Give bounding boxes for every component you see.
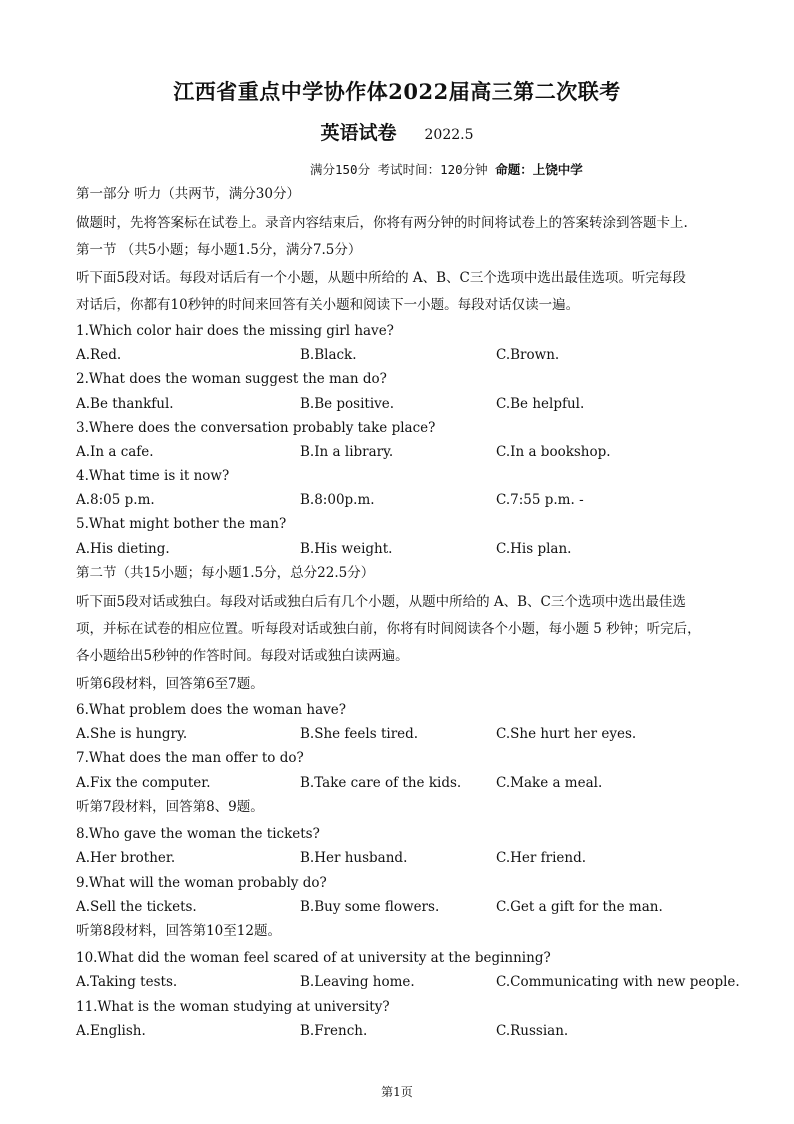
option-c: C.Her friend. [496,850,587,866]
exam-info [310,160,583,178]
option-b: B.His weight. [300,541,393,557]
section1-heading: 第一部分 听力（共两节，满分30分） [76,186,300,202]
question-text: 6.What problem does the woman have? [76,702,346,718]
material-note: 听第7段材料，回答第8、9题。 [76,799,264,815]
exam-title: 江西省重点中学协作体2022届高三第二次联考 [173,79,621,104]
part2-instruction-line1: 听下面5段对话或独白。每段对话或独白后有几个小题，从题中所给的 A、B、C三个选项中选出最佳选 [76,594,686,610]
page-number: 第1页 [381,1085,413,1099]
option-b: B.Her husband. [300,850,408,866]
option-b: B.Take care of the kids. [300,775,462,791]
part1-instruction-line1: 听下面5段对话。每段对话后有一个小题，从题中所给的 A、B、C三个选项中选出最佳选项。听完每段 [76,270,686,286]
option-a: A.Sell the tickets. [76,899,197,915]
option-a: A.Taking tests. [76,974,178,990]
question-text: 5.What might bother the man? [76,516,287,532]
option-b: B.Leaving home. [300,974,415,990]
option-a: A.English. [76,1023,146,1039]
option-c: C.Russian. [496,1023,569,1039]
exam-date: 2022.5 [424,127,474,143]
question-text: 8.Who gave the woman the tickets? [76,826,320,842]
question-text: 11.What is the woman studying at university? [76,999,390,1015]
question-text: 4.What time is it now? [76,468,230,484]
option-c: C.Brown. [496,347,560,363]
option-c: C.Be helpful. [496,396,585,412]
option-a: A.8:05 p.m. [76,492,155,508]
option-c: C.She hurt her eyes. [496,726,637,742]
question-text: 1.Which color hair does the missing girl have? [76,323,394,339]
score-time-info: 满分150分 考试时间：120分钟 [310,162,496,177]
option-a: A.In a cafe. [76,444,154,460]
author-info: 命题：上饶中学 [495,162,583,177]
option-c: C.In a bookshop. [496,444,611,460]
option-a: A.She is hungry. [76,726,188,742]
material-note: 听第8段材料，回答第10至12题。 [76,923,281,939]
part2-instruction-line3: 各小题给出5秒钟的作答时间。每段对话或独白读两遍。 [76,648,409,664]
option-c: C.Communicating with new people. [496,974,740,990]
option-b: B.In a library. [300,444,394,460]
option-c: C.Make a meal. [496,775,603,791]
option-a: A.Fix the computer. [76,775,211,791]
part2-instruction-line2: 项，并标在试卷的相应位置。听每段对话或独白前，你将有时间阅读各个小题，每小题 5 秒钟；听完后， [76,621,701,637]
option-c: C.Get a gift for the man. [496,899,663,915]
option-a: A.Her brother. [76,850,176,866]
material-note: 听第6段材料，回答第6至7题。 [76,676,264,692]
option-a: A.His dieting. [76,541,170,557]
part1-instruction-line2: 对话后，你都有10秒钟的时间来回答有关小题和阅读下一小题。每段对话仅读一遍。 [76,297,580,313]
question-text: 2.What does the woman suggest the man do? [76,371,387,387]
question-text: 10.What did the woman feel scared of at university at the beginning? [76,950,551,966]
option-b: B.8:00p.m. [300,492,375,508]
option-b: B.Be positive. [300,396,395,412]
section1-instruction: 做题时，先将答案标在试卷上。录音内容结束后，你将有两分钟的时间将试卷上的答案转涂到答题卡上. [76,215,688,231]
option-c: C.7:55 p.m. - [496,492,584,508]
part2-heading: 第二节（共15小题；每小题1.5分，总分22.5分） [76,565,375,581]
subtitle-row [0,118,794,145]
option-b: B.Buy some flowers. [300,899,440,915]
option-b: B.Black. [300,347,357,363]
option-a: A.Be thankful. [76,396,174,412]
question-text: 3.Where does the conversation probably take place? [76,420,436,436]
option-c: C.His plan. [496,541,572,557]
option-b: B.French. [300,1023,368,1039]
question-text: 7.What does the man offer to do? [76,750,304,766]
question-text: 9.What will the woman probably do? [76,875,327,891]
option-a: A.Red. [76,347,122,363]
option-b: B.She feels tired. [300,726,419,742]
exam-subtitle: 英语试卷 [320,122,397,144]
part1-heading: 第一节 （共5小题；每小题1.5分，满分7.5分） [76,242,362,258]
